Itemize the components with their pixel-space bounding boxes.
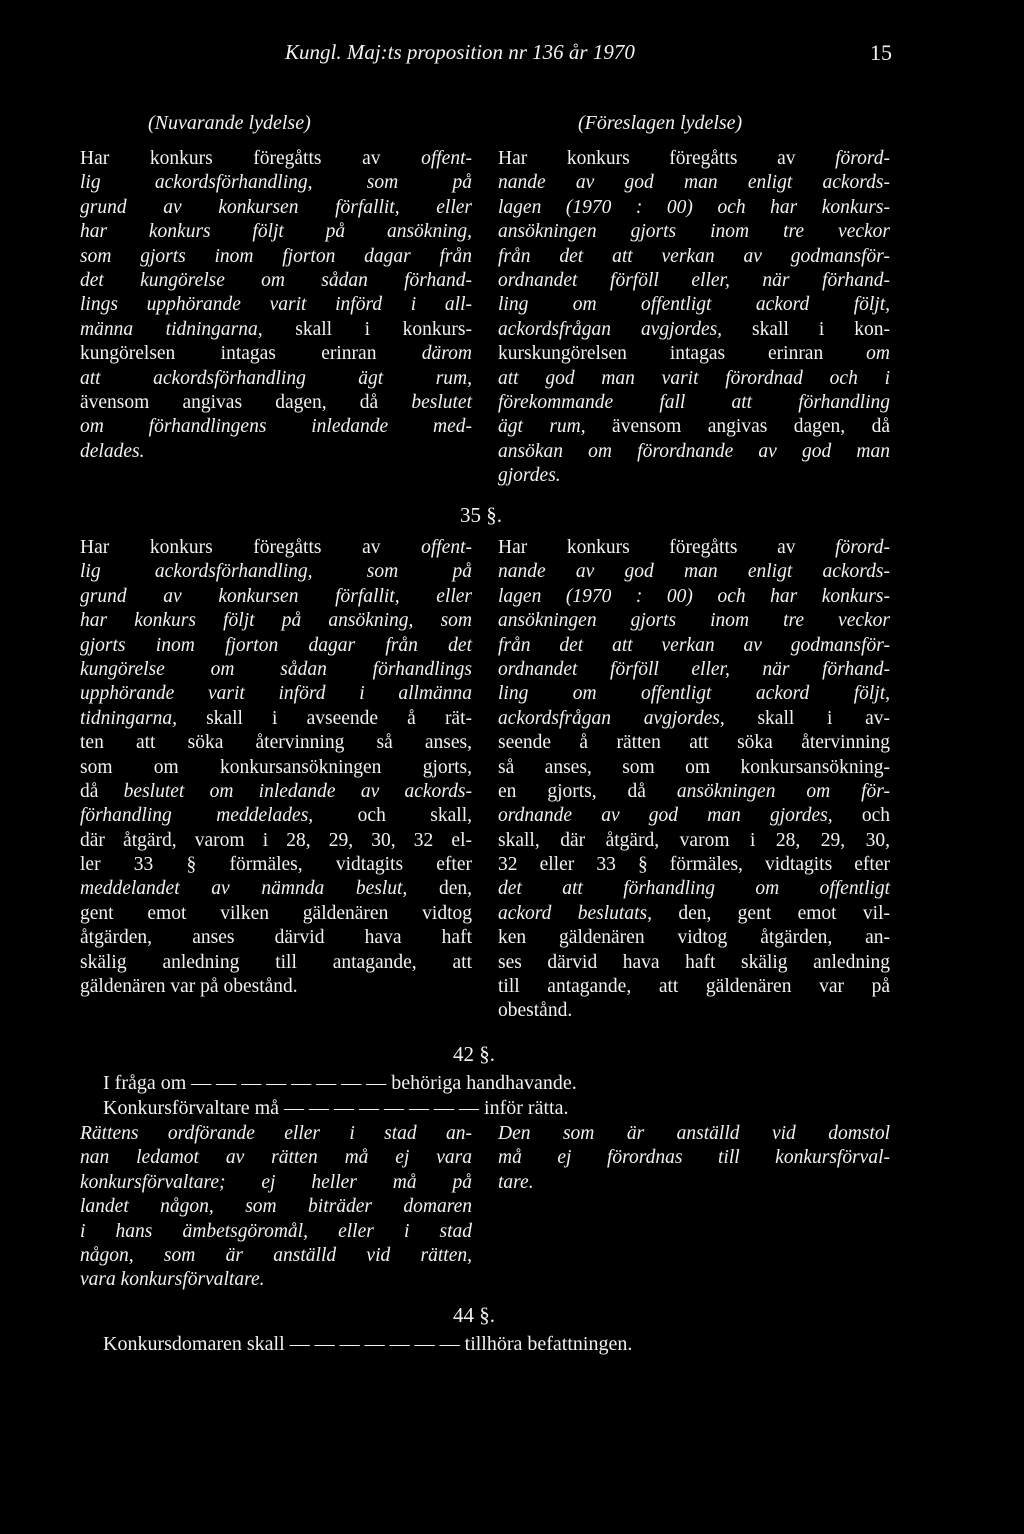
- italic-run: förekommande fall att förhandling: [498, 391, 890, 413]
- section-42-line-2: Konkursförvaltare må — — — — — — — — inför rätta.: [103, 1097, 569, 1119]
- italic-run: lig ackordsförhandling, som på: [80, 172, 472, 194]
- text-line: [80, 1268, 472, 1292]
- italic-run: ling om offentligt ackord följt,: [498, 294, 890, 316]
- text-line: [498, 634, 890, 658]
- roman-run: skall i av-: [724, 707, 891, 729]
- roman-run: ses därvid hava haft skälig anledning: [498, 951, 890, 973]
- italic-run: ansökningen om för-: [676, 780, 890, 802]
- text-line: [498, 804, 890, 828]
- italic-run: tare.: [498, 1171, 534, 1193]
- text-line: [498, 440, 890, 464]
- italic-run: upphörande varit införd i allmänna: [80, 683, 472, 705]
- text-line: [498, 829, 890, 853]
- italic-run: ackord beslutats,: [498, 902, 652, 924]
- text-line: [80, 245, 472, 269]
- text-line: [498, 464, 890, 488]
- italic-run: ackordsfrågan avgjordes,: [498, 318, 723, 340]
- text-line: [80, 975, 472, 999]
- text-line: [498, 682, 890, 706]
- italic-run: ansökan om förordnande av god man: [498, 440, 890, 462]
- text-line: [498, 1146, 890, 1170]
- roman-run: skall i kon-: [722, 318, 890, 340]
- italic-run: lig ackordsförhandling, som på: [80, 561, 472, 583]
- roman-run: och: [832, 805, 890, 827]
- roman-run: den, gent emot vil-: [651, 902, 890, 924]
- section-42-current-paragraph: [80, 1122, 472, 1293]
- text-line: [80, 780, 472, 804]
- italic-run: ling om offentligt ackord följt,: [498, 683, 890, 705]
- roman-run: som om konkursansökningen gjorts,: [80, 756, 472, 778]
- text-line: [498, 658, 890, 682]
- italic-run: ordnandet förföll eller, när förhand-: [498, 658, 890, 680]
- text-line: [498, 220, 890, 244]
- italic-run: männa tidningarna,: [80, 318, 263, 340]
- section-42-line-1: I fråga om — — — — — — — — behöriga handhavande.: [103, 1072, 577, 1094]
- roman-run: skall i konkurs-: [262, 318, 472, 340]
- italic-run: ordnandet förföll eller, när förhand-: [498, 269, 890, 291]
- text-line: [80, 1195, 472, 1219]
- text-line: [498, 560, 890, 584]
- italic-run: Den som är anställd vid domstol: [498, 1123, 890, 1144]
- section-42-proposed-paragraph: [498, 1122, 890, 1195]
- text-line: [80, 731, 472, 755]
- italic-run: kungörelse om sådan förhandlings: [80, 658, 472, 680]
- roman-run: kurskungörelsen intagas erinran: [498, 343, 867, 365]
- italic-run: lagen (1970 : 00) och har konkurs-: [498, 585, 890, 607]
- text-line: [80, 902, 472, 926]
- text-line: [498, 731, 890, 755]
- text-line: [80, 147, 472, 171]
- text-line: [80, 415, 472, 439]
- text-line: [80, 609, 472, 633]
- italic-run: grund av konkursen förfallit, eller: [80, 585, 472, 607]
- text-line: [80, 707, 472, 731]
- section-35-current-second-paragraph: [80, 536, 472, 999]
- roman-run: Har konkurs föregåtts av: [498, 148, 836, 169]
- roman-run: skälig anledning till antagande, att: [80, 951, 472, 973]
- italic-run: ackordsfrågan avgjordes,: [498, 707, 725, 729]
- right-column-heading: (Föreslagen lydelse): [578, 112, 743, 134]
- roman-run: ten att söka återvinning så anses,: [80, 732, 472, 754]
- italic-run: att god man varit förordnad och i: [498, 367, 890, 389]
- text-line: [80, 318, 472, 342]
- italic-run: landet någon, som biträder domaren: [80, 1196, 472, 1218]
- italic-run: om: [866, 343, 890, 365]
- roman-run: kungörelsen intagas erinran: [80, 343, 422, 365]
- text-line: [80, 658, 472, 682]
- text-line: [498, 926, 890, 950]
- italic-run: grund av konkursen förfallit, eller: [80, 196, 472, 218]
- text-line: [80, 804, 472, 828]
- italic-run: i hans ämbetsgöromål, eller i stad: [80, 1220, 472, 1242]
- roman-run: till antagande, att gäldenären var på: [498, 976, 890, 998]
- text-line: [498, 196, 890, 220]
- text-line: [498, 318, 890, 342]
- left-column-heading: (Nuvarande lydelse): [148, 112, 311, 134]
- roman-run: Har konkurs föregåtts av: [80, 537, 422, 558]
- text-line: [80, 585, 472, 609]
- text-line: [80, 1220, 472, 1244]
- text-line: [498, 367, 890, 391]
- section-35-current-first-paragraph: [80, 147, 472, 464]
- italic-run: om förhandlingens inledande med-: [80, 416, 472, 438]
- text-line: [498, 609, 890, 633]
- text-line: [80, 440, 472, 464]
- text-line: [80, 1122, 472, 1146]
- text-line: [498, 999, 890, 1023]
- roman-run: Har konkurs föregåtts av: [498, 537, 836, 558]
- text-line: [80, 269, 472, 293]
- text-line: [80, 1171, 472, 1195]
- roman-run: åtgärden, anses därvid hava haft: [80, 927, 472, 949]
- italic-run: nan ledamot av rätten må ej vara: [80, 1147, 472, 1169]
- text-line: [498, 342, 890, 366]
- text-line: [498, 293, 890, 317]
- italic-run: har konkurs följt på ansökning, som: [80, 610, 472, 632]
- roman-run: skall i avseende å rät-: [176, 707, 472, 729]
- roman-run: gent emot vilken gäldenären vidtog: [80, 902, 472, 924]
- italic-run: förord-: [835, 148, 890, 169]
- italic-run: tidningarna,: [80, 707, 177, 729]
- section-44-label: 44 §.: [453, 1303, 495, 1327]
- italic-run: ägt rum,: [498, 416, 586, 438]
- italic-run: konkursförvaltare; ej heller må på: [80, 1171, 472, 1193]
- italic-run: beslutet om inledande av ackords-: [123, 780, 473, 802]
- roman-run: seende å rätten att söka återvinning: [498, 732, 890, 754]
- italic-run: lings upphörande varit införd i all-: [80, 294, 472, 316]
- italic-run: förhandling meddelades,: [80, 805, 314, 827]
- text-line: [80, 756, 472, 780]
- text-line: [498, 756, 890, 780]
- text-line: [498, 147, 890, 171]
- text-line: [80, 367, 472, 391]
- italic-run: det att förhandling om offentligt: [498, 878, 890, 900]
- text-line: [498, 536, 890, 560]
- italic-run: som gjorts inom fjorton dagar från: [80, 245, 472, 267]
- roman-run: skall, där åtgärd, varom i 28, 29, 30,: [498, 829, 890, 851]
- italic-run: någon, som är anställd vid rätten,: [80, 1244, 472, 1266]
- text-line: [80, 877, 472, 901]
- section-35-proposed-second-paragraph: [498, 536, 890, 1024]
- italic-run: må ej förordnas till konkursförval-: [498, 1147, 890, 1169]
- running-header: Kungl. Maj:ts proposition nr 136 år 1970: [285, 40, 635, 64]
- roman-run: så anses, som om konkursansökning-: [498, 756, 890, 778]
- roman-run: 32 eller 33 § förmäles, vidtagits efter: [498, 854, 890, 876]
- text-line: [80, 560, 472, 584]
- italic-run: har konkurs följt på ansökning,: [80, 221, 472, 243]
- text-line: [80, 1244, 472, 1268]
- roman-run: ävensom angivas dagen, då: [80, 391, 412, 413]
- text-line: [498, 269, 890, 293]
- text-line: [80, 926, 472, 950]
- italic-run: det kungörelse om sådan förhand-: [80, 269, 472, 291]
- text-line: [498, 585, 890, 609]
- text-line: [498, 707, 890, 731]
- text-line: [80, 171, 472, 195]
- text-line: [80, 391, 472, 415]
- roman-run: och skall,: [313, 805, 473, 827]
- text-line: [498, 780, 890, 804]
- italic-run: delades.: [80, 440, 145, 462]
- roman-run: Har konkurs föregåtts av: [80, 148, 422, 169]
- section-35-label: 35 §.: [460, 503, 502, 527]
- text-line: [498, 415, 890, 439]
- text-line: [498, 853, 890, 877]
- text-line: [80, 342, 472, 366]
- section-44-line-1: Konkursdomaren skall — — — — — — — tillhöra befattningen.: [103, 1333, 633, 1355]
- roman-run: ler 33 § förmäles, vidtagits efter: [80, 854, 472, 876]
- roman-run: den,: [407, 878, 473, 900]
- roman-run: där åtgärd, varom i 28, 29, 30, 32 el-: [80, 829, 472, 851]
- roman-run: ävensom angivas dagen, då: [585, 416, 890, 438]
- roman-run: en gjorts, då: [498, 780, 677, 802]
- text-line: [80, 536, 472, 560]
- italic-run: gjordes.: [498, 465, 561, 487]
- text-line: [80, 682, 472, 706]
- italic-run: lagen (1970 : 00) och har konkurs-: [498, 196, 890, 218]
- text-line: [80, 951, 472, 975]
- italic-run: ansökningen gjorts inom tre veckor: [498, 610, 890, 632]
- text-line: [498, 245, 890, 269]
- text-line: [498, 391, 890, 415]
- text-line: [80, 220, 472, 244]
- italic-run: gjorts inom fjorton dagar från det: [80, 634, 472, 656]
- section-42-label: 42 §.: [453, 1042, 495, 1066]
- text-line: [80, 293, 472, 317]
- italic-run: nande av god man enligt ackords-: [498, 561, 890, 583]
- italic-run: offent-: [421, 537, 472, 558]
- italic-run: ordnande av god man gjordes,: [498, 805, 833, 827]
- italic-run: ansökningen gjorts inom tre veckor: [498, 221, 890, 243]
- text-line: [498, 1122, 890, 1146]
- italic-run: beslutet: [411, 391, 472, 413]
- text-line: [498, 951, 890, 975]
- roman-run: obestånd.: [498, 1000, 573, 1022]
- italic-run: från det att verkan av godmansför-: [498, 245, 890, 267]
- section-35-proposed-first-paragraph: [498, 147, 890, 488]
- text-line: [498, 171, 890, 195]
- page-number: 15: [870, 40, 892, 65]
- text-line: [498, 902, 890, 926]
- text-line: [498, 877, 890, 901]
- italic-run: Rättens ordförande eller i stad an-: [80, 1123, 472, 1144]
- italic-run: förord-: [835, 537, 890, 558]
- italic-run: därom: [421, 343, 472, 365]
- italic-run: från det att verkan av godmansför-: [498, 634, 890, 656]
- roman-run: gäldenären var på obestånd.: [80, 976, 298, 998]
- text-line: [80, 196, 472, 220]
- text-line: [80, 1146, 472, 1170]
- italic-run: att ackordsförhandling ägt rum,: [80, 367, 472, 389]
- text-line: [498, 1171, 890, 1195]
- italic-run: offent-: [421, 148, 472, 169]
- text-line: [498, 975, 890, 999]
- roman-run: då: [80, 780, 124, 802]
- italic-run: nande av god man enligt ackords-: [498, 172, 890, 194]
- roman-run: ken gäldenären vidtog åtgärden, an-: [498, 927, 890, 949]
- text-line: [80, 829, 472, 853]
- text-line: [80, 853, 472, 877]
- text-line: [80, 634, 472, 658]
- italic-run: vara konkursförvaltare.: [80, 1269, 265, 1291]
- italic-run: meddelandet av nämnda beslut,: [80, 878, 408, 900]
